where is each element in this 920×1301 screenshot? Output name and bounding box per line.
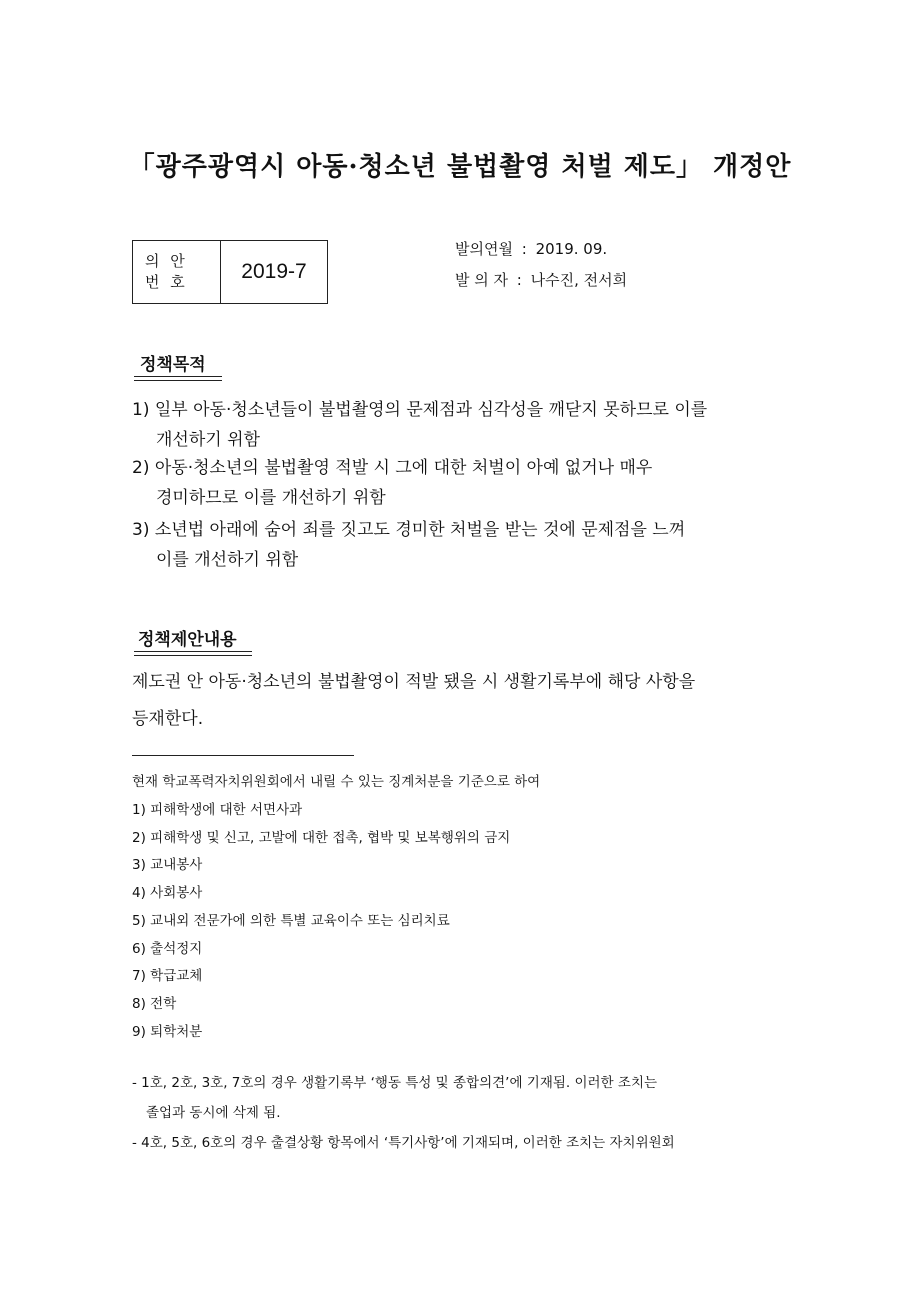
footnote-item-9: 9) 퇴학처분 (132, 1024, 203, 1040)
proposal-date-value: 2019. 09. (535, 240, 608, 258)
footnote-item-5: 5) 교내외 전문가에 의한 특별 교육이수 또는 심리치료 (132, 913, 450, 929)
footnote-intro: 현재 학교폭력자치위원회에서 내릴 수 있는 징계처분을 기준으로 하여 (132, 774, 541, 790)
proposer-value: 나수진, 전서희 (530, 271, 628, 289)
proposal-text-line1: 제도권 안 아동·청소년의 불법촬영이 적발 됐을 시 생활기록부에 해당 사항을 (132, 672, 696, 692)
bill-label-line1: 의 안 (145, 252, 188, 270)
proposal-text-line2: 등재한다. (132, 709, 204, 729)
footnote-note-2: - 4호, 5호, 6호의 경우 출결상황 항목에서 ‘특기사항’에 기재되며, 이러한 조치는 자치위원회 (132, 1135, 675, 1151)
footnote-item-7: 7) 학급교체 (132, 968, 203, 984)
footnote-note-1: - 1호, 2호, 3호, 7호의 경우 생활기록부 ‘행동 특성 및 종합의견’에 기재됨. 이러한 조치는 졸업과 동시에 삭제 됨. (132, 1075, 658, 1121)
footnote-item-3: 3) 교내봉사 (132, 857, 203, 873)
purpose-item-3: 3) 소년법 아래에 숨어 죄를 짓고도 경미한 처벌을 받는 것에 문제점을 느껴 이를 개선하기 위함 (132, 520, 686, 570)
footnote-separator (132, 755, 354, 756)
purpose-heading-underline-bottom (134, 380, 222, 381)
footnote-item-1: 1) 피해학생에 대한 서면사과 (132, 802, 303, 818)
purpose-heading: 정책목적 (140, 355, 206, 375)
footnote-item-6: 6) 출석정지 (132, 941, 203, 957)
proposer-separator: : (516, 271, 522, 289)
footnote-item-4: 4) 사회봉사 (132, 885, 203, 901)
proposal-heading-underline-bottom (134, 655, 252, 656)
bill-number-value: 2019-7 (241, 260, 307, 283)
proposer-label: 발 의 자 (455, 271, 509, 289)
document-title: 「광주광역시 아동·청소년 불법촬영 처벌 제도」 개정안 (128, 152, 792, 182)
proposal-date-separator: : (521, 240, 527, 258)
purpose-item-2: 2) 아동·청소년의 불법촬영 적발 시 그에 대한 처벌이 아예 없거나 매우 경미하므로 이를 개선하기 위함 (132, 458, 653, 508)
footnote-item-2: 2) 피해학생 및 신고, 고발에 대한 접촉, 협박 및 보복행위의 금지 (132, 830, 511, 846)
purpose-item-1: 1) 일부 아동·청소년들이 불법촬영의 문제점과 심각성을 깨닫지 못하므로 이를 개선하기 위함 (132, 400, 708, 450)
proposer (455, 269, 627, 290)
bill-label-line2: 번 호 (145, 273, 188, 291)
footnote-item-8: 8) 전학 (132, 996, 177, 1012)
proposal-heading-underline-top (134, 651, 252, 652)
purpose-heading-underline-top (134, 376, 222, 377)
bill-number-label (133, 241, 221, 303)
proposal-heading: 정책제안내용 (138, 630, 237, 650)
bill-number-box (132, 240, 328, 304)
proposal-date-label: 발의연월 (455, 240, 513, 258)
proposal-date (455, 238, 607, 259)
